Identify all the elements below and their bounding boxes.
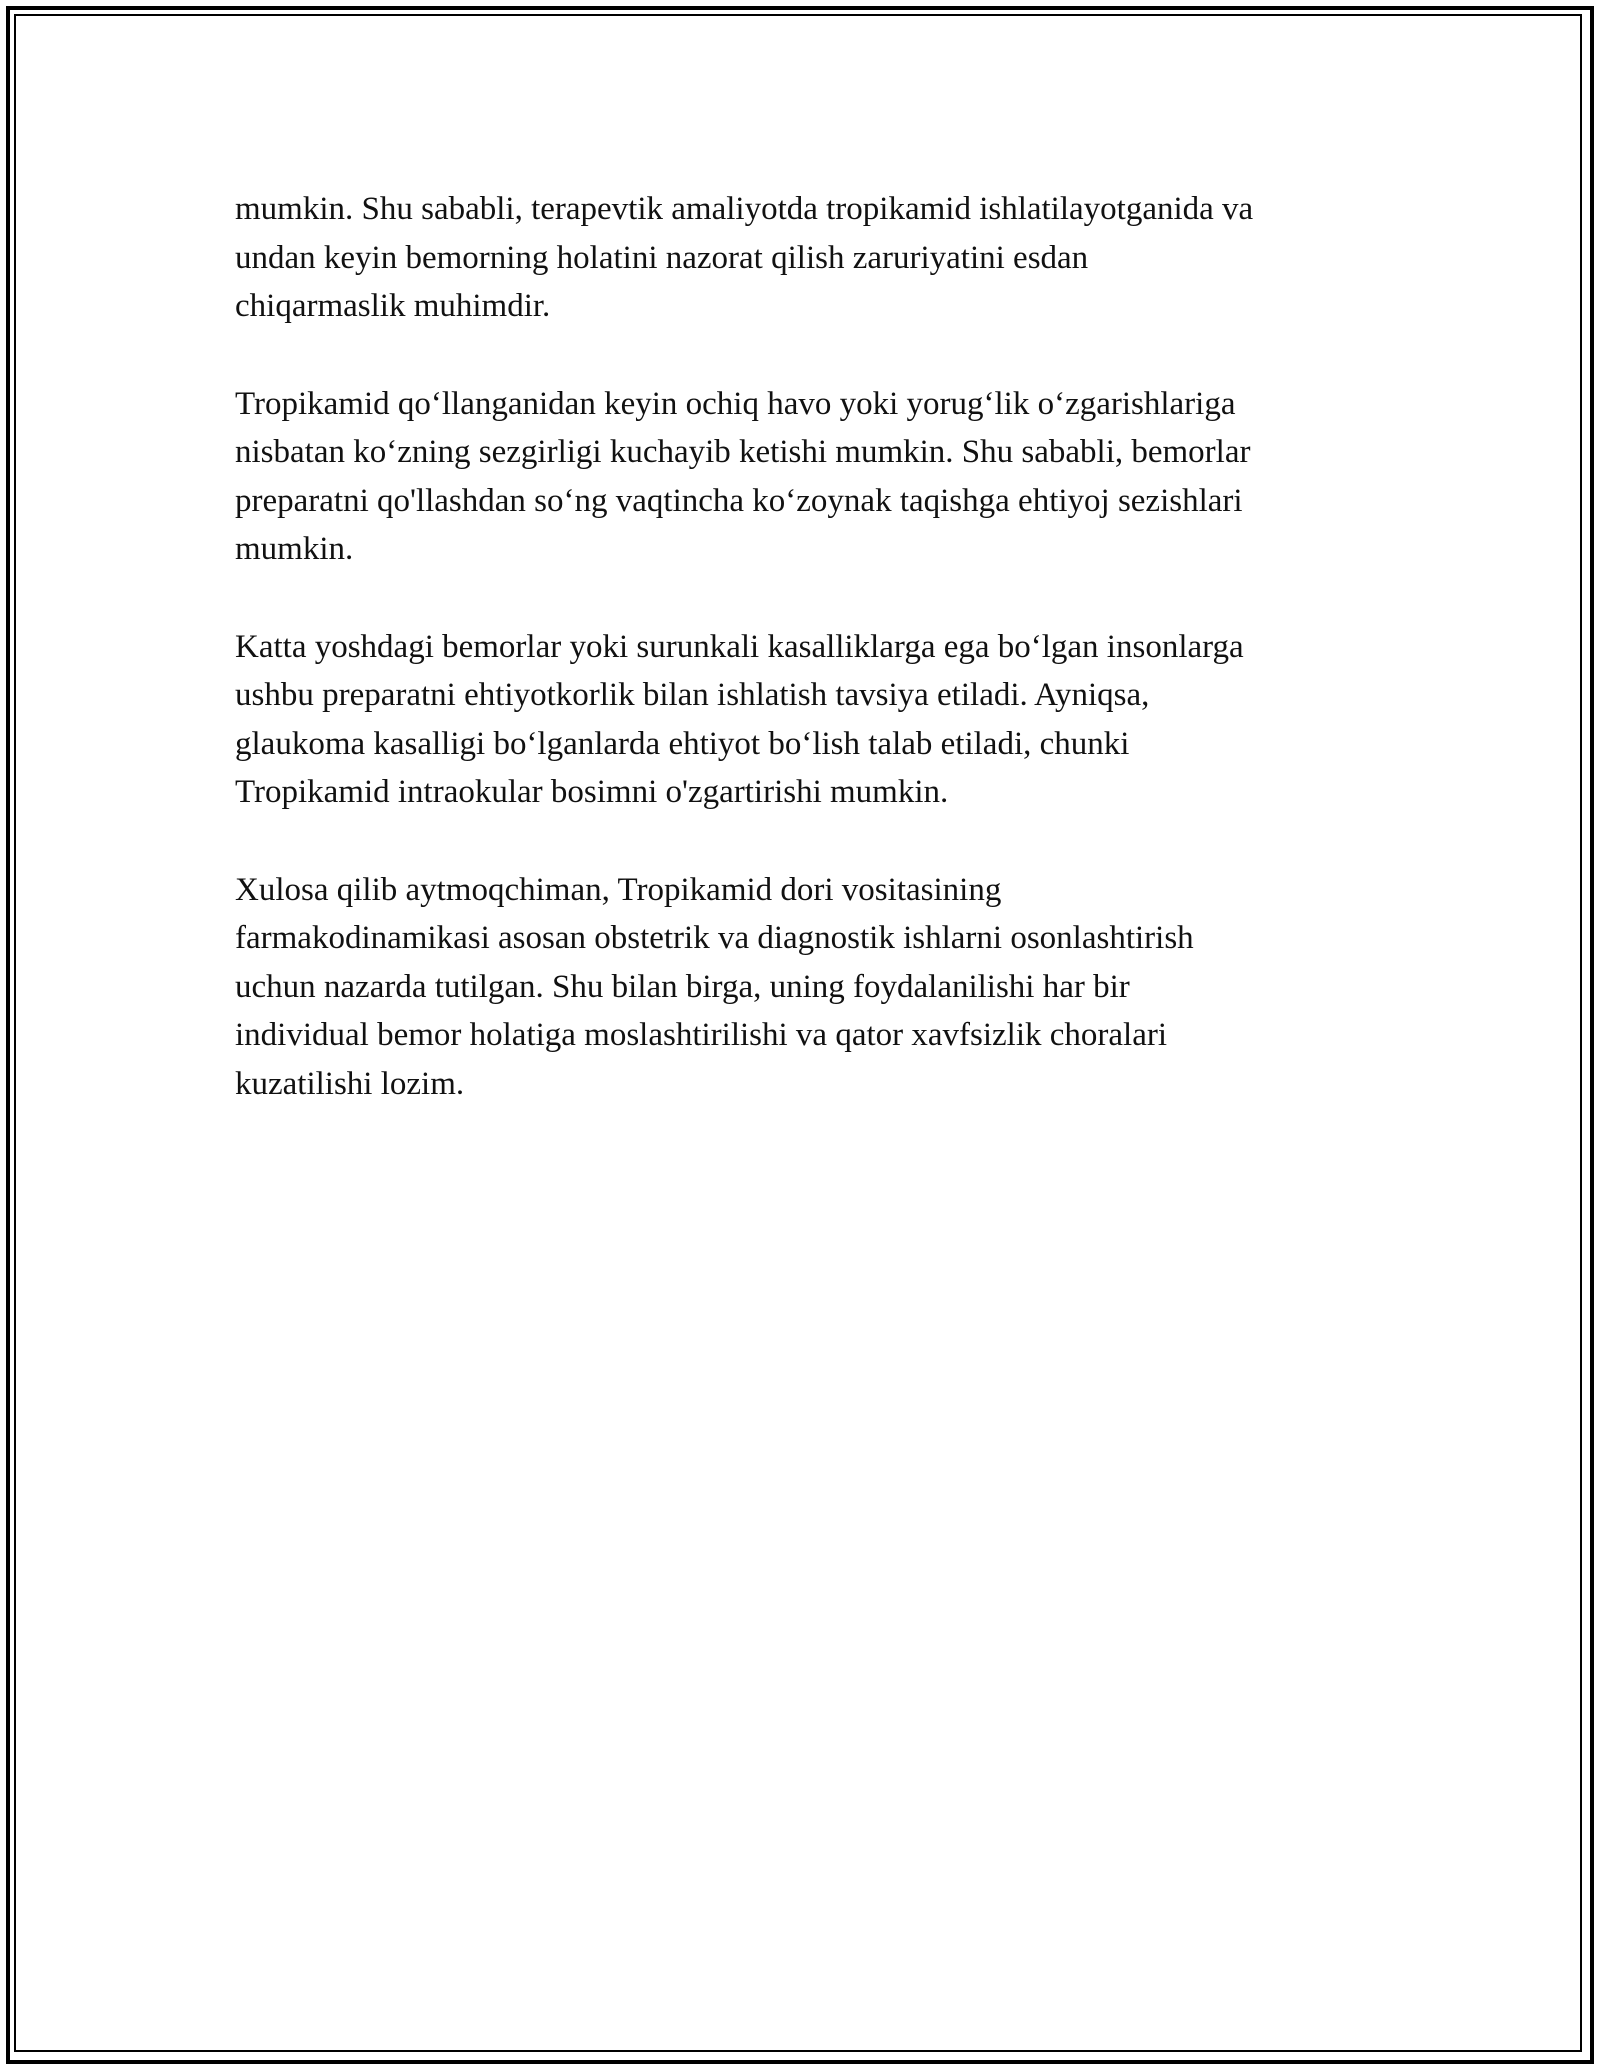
- document-body: [235, 185, 1415, 1157]
- text-line: Tropikamid intraokular bosimni o'zgartirishi mumkin.: [235, 774, 949, 810]
- paragraph-2: [235, 380, 1415, 574]
- paragraph-1: [235, 185, 1415, 331]
- text-line: Katta yoshdagi bemorlar yoki surunkali kasalliklarga ega bo‘lgan insonlarga: [235, 628, 1244, 665]
- text-line: ushbu preparatni ehtiyotkorlik bilan ishlatish tavsiya etiladi. Ayniqsa,: [235, 677, 1150, 713]
- text-line: mumkin. Shu sababli, terapevtik amaliyotda tropikamid ishlatilayotganida va: [235, 191, 1254, 227]
- text-line: glaukoma kasalligi bo‘lganlarda ehtiyot bo‘lish talab etiladi, chunki: [235, 725, 1130, 762]
- text-line: uchun nazarda tutilgan. Shu bilan birga, uning foydalanilishi har bir: [235, 968, 1130, 1005]
- text-line: kuzatilishi lozim.: [235, 1065, 465, 1102]
- text-line: individual bemor holatiga moslashtirilishi va qator xavfsizlik choralari: [235, 1017, 1168, 1053]
- text-line: nisbatan ko‘zning sezgirligi kuchayib ketishi mumkin. Shu sababli, bemorlar: [235, 434, 1251, 470]
- text-line: undan keyin bemorning holatini nazorat qilish zaruriyatini esdan: [235, 239, 1089, 276]
- paragraph-4: [235, 866, 1415, 1109]
- paragraph-3: [235, 623, 1415, 817]
- text-line: Xulosa qilib aytmoqchiman, Tropikamid dori vositasining: [235, 871, 1002, 908]
- text-line: mumkin.: [235, 531, 354, 567]
- text-line: farmakodinamikasi asosan obstetrik va diagnostik ishlarni osonlashtirish: [235, 920, 1194, 956]
- text-line: preparatni qo'llashdan so‘ng vaqtincha ko‘zoynak taqishga ehtiyoj sezishlari: [235, 482, 1243, 519]
- text-line: Tropikamid qo‘llanganidan keyin ochiq havo yoki yorug‘lik o‘zgarishlariga: [235, 385, 1236, 422]
- text-line: chiqarmaslik muhimdir.: [235, 288, 551, 324]
